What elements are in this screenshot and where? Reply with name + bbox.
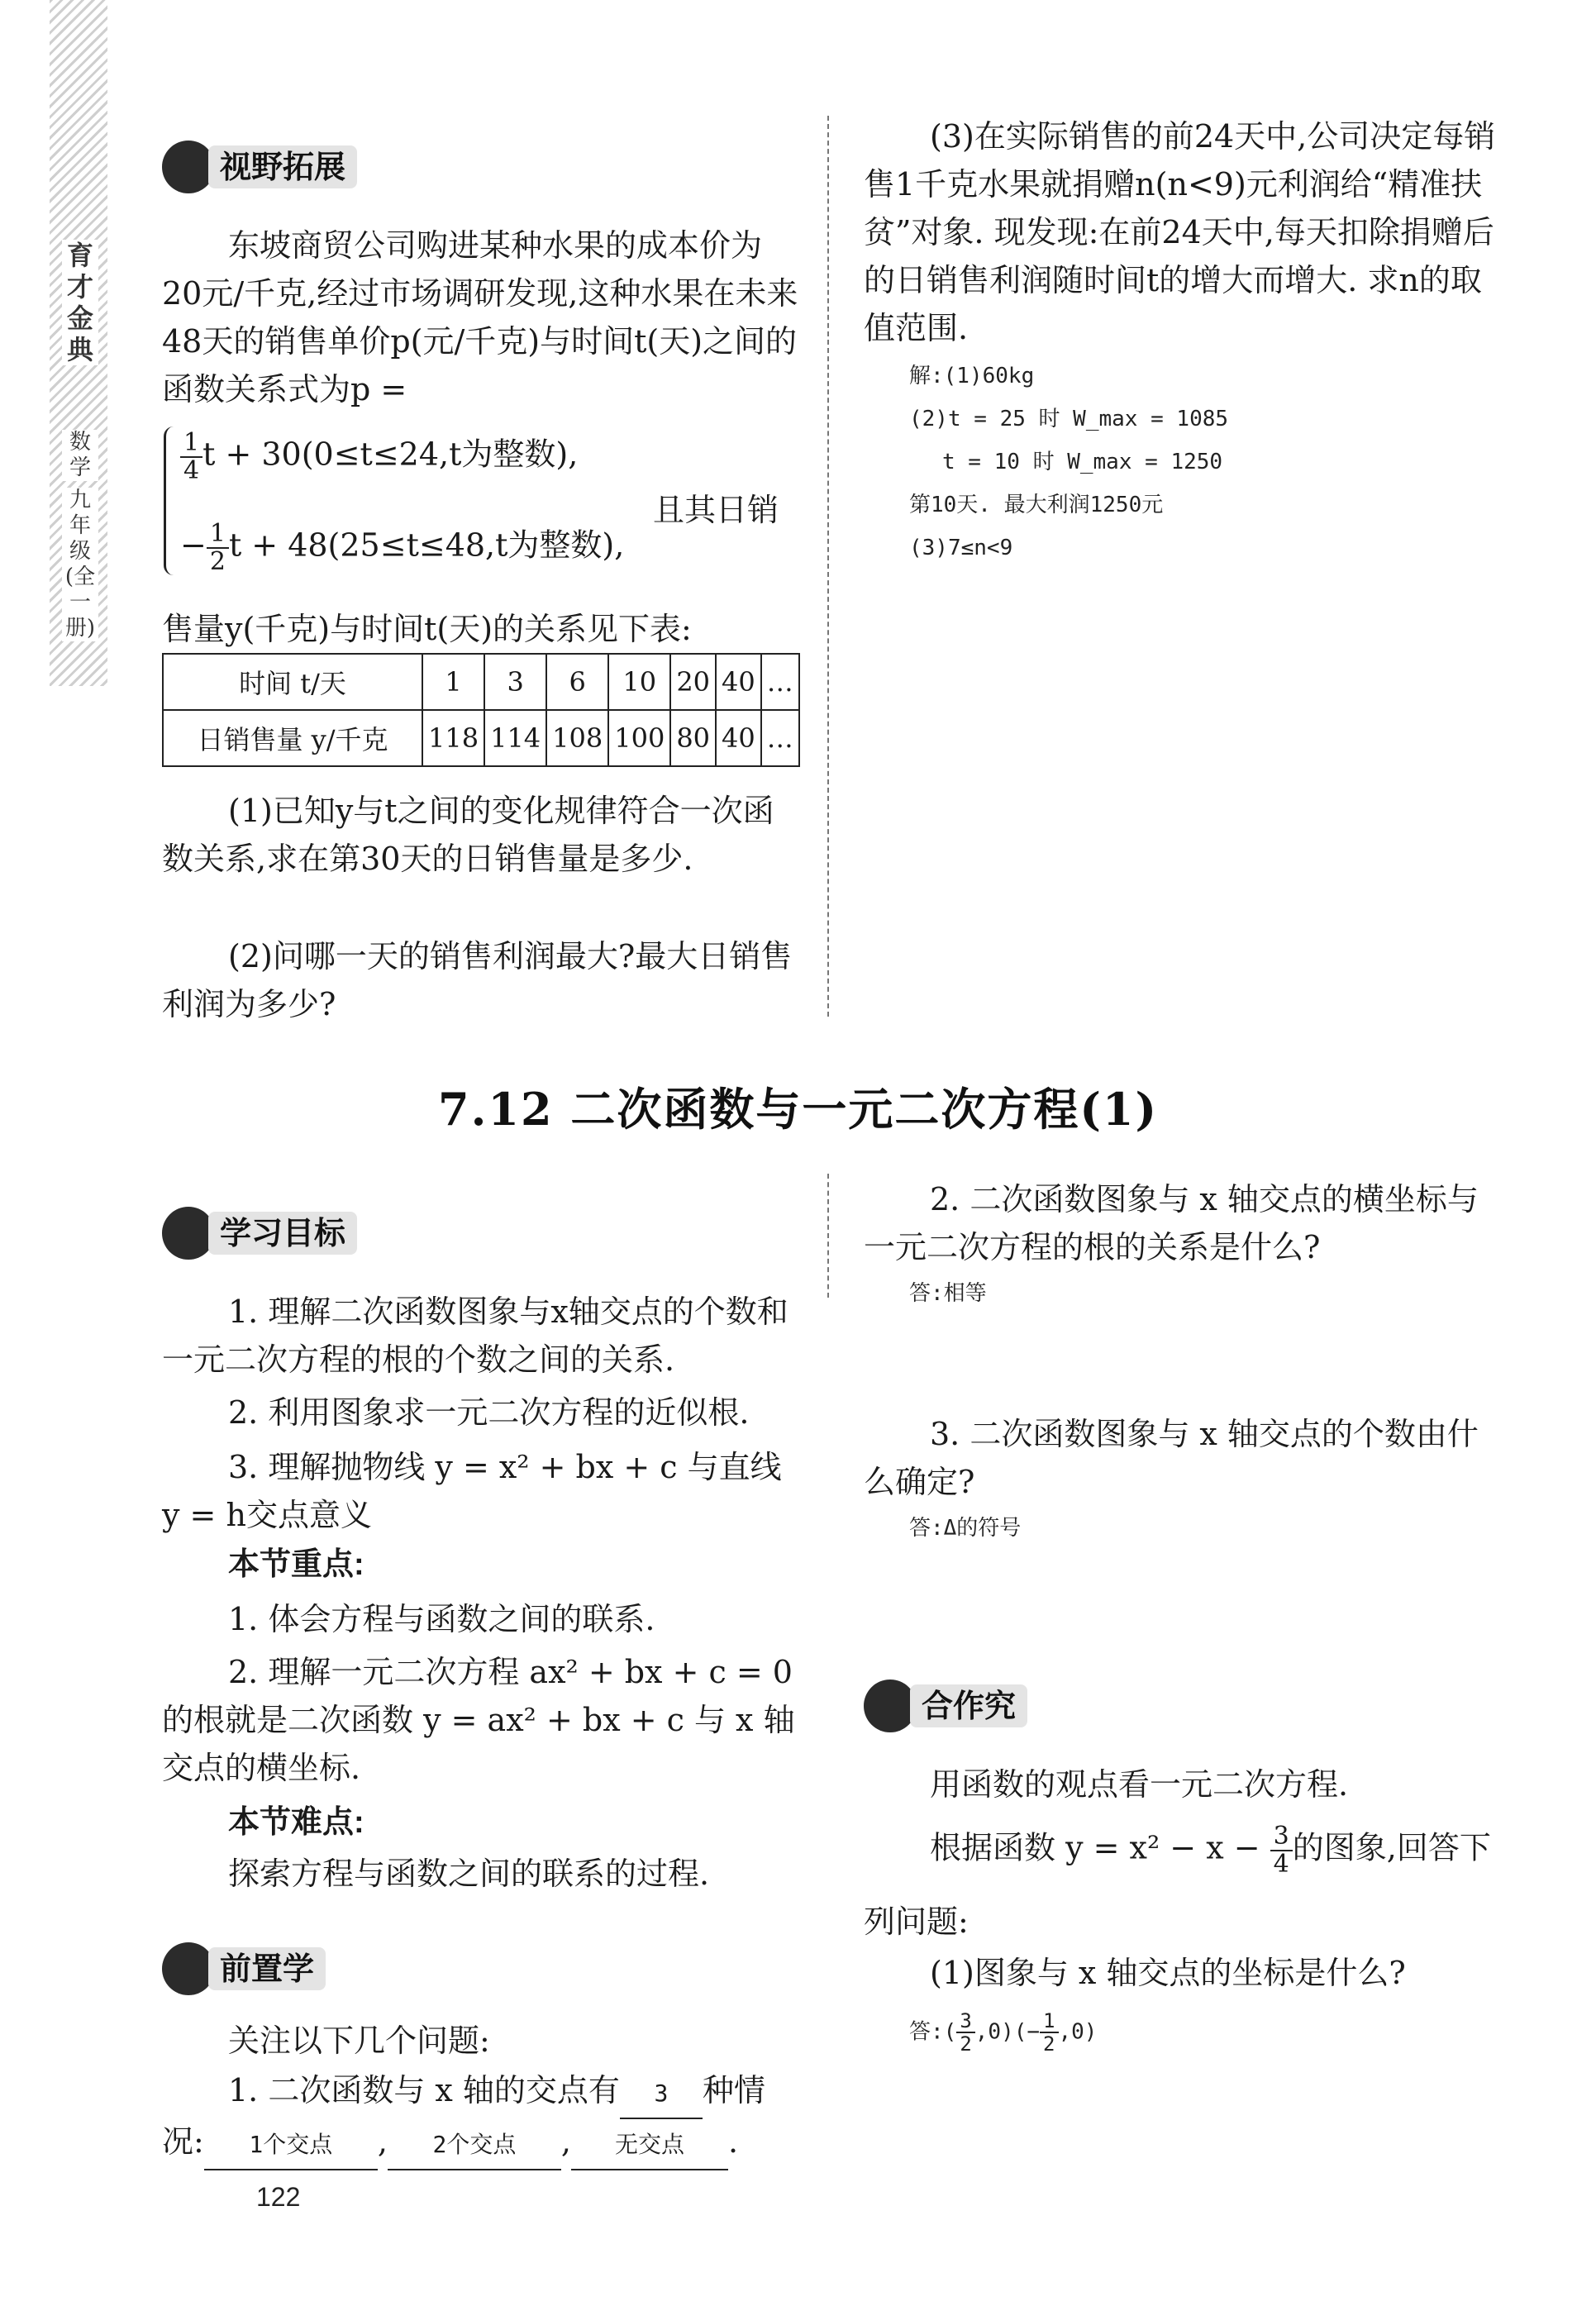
table-row-sales xyxy=(163,710,799,766)
answer-line-5: (3)7≤n<9 xyxy=(909,536,1013,560)
piece-1 xyxy=(180,430,643,484)
coop-answer-prefix: 答:( xyxy=(909,2019,957,2045)
table-cell: 40 xyxy=(716,654,761,710)
preview-blank-2: 2个交点 xyxy=(388,2121,561,2170)
table-cell: 3 xyxy=(484,654,546,710)
coop-intro: 用函数的观点看一元二次方程. xyxy=(930,1766,1349,1803)
table-cell: 80 xyxy=(670,710,716,766)
preview-q1-text: 1. 二次函数与 x 轴的交点有 xyxy=(228,2072,620,2108)
table-header-time: 时间 t/天 xyxy=(163,654,422,710)
extension-intro: 东坡商贸公司购进某种水果的成本价为20元/千克,经过市场调研发现,这种水果在未来48天的销售单价p(元/千克)与时间t(天)之间的函数关系式为p = xyxy=(162,227,798,407)
goals-header xyxy=(162,1207,410,1260)
sales-table xyxy=(162,653,800,767)
table-cell: 40 xyxy=(716,710,761,766)
coop-question-1: (1)图象与 x 轴交点的坐标是什么? xyxy=(930,1955,1406,1991)
checkmark-icon xyxy=(162,1942,215,1995)
piece-2: − $\frac{1}{2}$ t + 48(25≤t≤48,t为整数), xyxy=(180,519,625,576)
table-cell: … xyxy=(761,654,799,710)
grade-label: 九年级(全一册) xyxy=(62,488,98,641)
preview-q1-tail: 种情 xyxy=(702,2072,765,2108)
fraction-one-half: $\frac{1}{2}$ xyxy=(207,521,229,575)
after-brace-text: 且其日销 xyxy=(653,492,779,528)
table-cell: 10 xyxy=(608,654,670,710)
goal-3: 3. 理解抛物线 y = x² + bx + c 与直线 y = h交点意义 xyxy=(162,1449,782,1533)
preview-blank-3: 无交点 xyxy=(571,2121,728,2170)
subject-label: 数学 xyxy=(62,430,98,481)
coop-line-2: 列问题: xyxy=(864,1903,969,1940)
table-cell: 1 xyxy=(422,654,484,710)
right-question-3: 3. 二次函数图象与 x 轴交点的个数由什么确定? xyxy=(864,1416,1479,1500)
goal-2: 2. 利用图象求一元二次方程的近似根. xyxy=(228,1394,750,1431)
table-cell: … xyxy=(761,710,799,766)
column-divider xyxy=(827,116,829,1017)
goals-header-label: 学习目标 xyxy=(208,1212,357,1255)
table-cell: 114 xyxy=(484,710,546,766)
preview-q1-line2-text: 况: xyxy=(162,2123,204,2160)
table-cell: 108 xyxy=(546,710,608,766)
question-2: (2)问哪一天的销售利润最大?最大日销售利润为多少? xyxy=(162,938,793,1022)
coop-line xyxy=(930,1823,1525,1878)
piece-2-text: t + 48(25≤t≤48,t为整数), xyxy=(228,526,625,564)
table-cell: 6 xyxy=(546,654,608,710)
table-cell: 118 xyxy=(422,710,484,766)
lesson-title: 7.12 二次函数与一元二次方程(1) xyxy=(438,1083,1158,1136)
coop-answer-mid: ,0)(− xyxy=(974,2019,1041,2045)
coop-line-tail: 的图象,回答下 xyxy=(1292,1829,1491,1866)
key-point-1: 1. 体会方程与函数之间的联系. xyxy=(228,1601,655,1637)
person-icon xyxy=(864,1679,917,1732)
cube-icon xyxy=(162,1207,215,1260)
column-divider-lower xyxy=(827,1174,829,1298)
preview-q1-blank: 3 xyxy=(620,2070,703,2119)
preview-intro: 关注以下几个问题: xyxy=(228,2023,490,2059)
coop-header-label: 合作究 xyxy=(910,1684,1027,1727)
question-1: (1)已知y与t之间的变化规律符合一次函数关系,求在第30天的日销售量是多少. xyxy=(162,793,774,877)
coop-answer xyxy=(909,2010,1097,2055)
coop-line-text: 根据函数 y = x² − x − xyxy=(930,1829,1260,1866)
piecewise-brace xyxy=(164,426,176,575)
extension-header xyxy=(162,141,393,193)
right-answer-2: 答:相等 xyxy=(909,1281,987,1306)
table-cell: 100 xyxy=(608,710,670,766)
fraction-one-quarter: $\frac{1}{4}$ xyxy=(180,430,202,484)
answer-line-2: (2)t = 25 时 W_max = 1085 xyxy=(909,407,1229,431)
coop-header xyxy=(864,1679,1112,1732)
right-question-2: 2. 二次函数图象与 x 轴交点的横坐标与一元二次方程的根的关系是什么? xyxy=(864,1181,1479,1265)
key-label: 本节重点: xyxy=(228,1547,364,1582)
page-number: 122 xyxy=(256,2182,301,2212)
goal-1: 1. 理解二次函数图象与x轴交点的个数和一元二次方程的根的个数之间的关系. xyxy=(162,1294,788,1378)
question-3: (3)在实际销售的前24天中,公司决定每销售1千克水果就捐赠n(n<9)元利润给“精准扶贫”对象. 现发现:在前24天中,每天扣除捐赠后的日销售利润随时间t的增大而增大. 求n的取值范围. xyxy=(864,118,1496,346)
answer-line-3: t = 10 时 W_max = 1250 xyxy=(942,450,1223,474)
fraction-three-quarters: $\frac{3}{4}$ xyxy=(1270,1823,1293,1878)
table-cell: 20 xyxy=(670,654,716,710)
piece-1-text: t + 30(0≤t≤24,t为整数), xyxy=(202,436,579,473)
preview-q1-line2: 况: 1个交点 , 2个交点 , 无交点 . xyxy=(162,2118,807,2170)
brand-label: 育才金典 xyxy=(62,240,98,365)
difficult-label: 本节难点: xyxy=(228,1805,364,1840)
preview-blank-1: 1个交点 xyxy=(204,2121,378,2170)
preview-q1 xyxy=(228,2066,807,2119)
table-header-sales: 日销售量 y/千克 xyxy=(163,710,422,766)
right-answer-3: 答:Δ的符号 xyxy=(909,1516,1022,1541)
answer-line-1: 解:(1)60kg xyxy=(909,364,1035,388)
coop-answer-suffix: ,0) xyxy=(1058,2019,1098,2045)
fraction-three-halves: $\frac{3}{2}$ xyxy=(956,2010,974,2055)
preview-header xyxy=(162,1942,410,1995)
table-row-time xyxy=(163,654,799,710)
key-point-2: 2. 理解一元二次方程 ax² + bx + c = 0 的根就是二次函数 y = ax² + bx + c 与 x 轴交点的横坐标. xyxy=(162,1654,795,1786)
person-icon xyxy=(162,141,215,193)
preview-header-label: 前置学 xyxy=(208,1947,326,1990)
extension-header-label: 视野拓展 xyxy=(208,145,357,188)
difficult-text: 探索方程与函数之间的联系的过程. xyxy=(228,1856,710,1892)
table-intro: 售量y(千克)与时间t(天)的关系见下表: xyxy=(162,611,692,647)
answer-line-4: 第10天. 最大利润1250元 xyxy=(909,493,1164,517)
fraction-one-half-answer: $\frac{1}{2}$ xyxy=(1040,2010,1058,2055)
